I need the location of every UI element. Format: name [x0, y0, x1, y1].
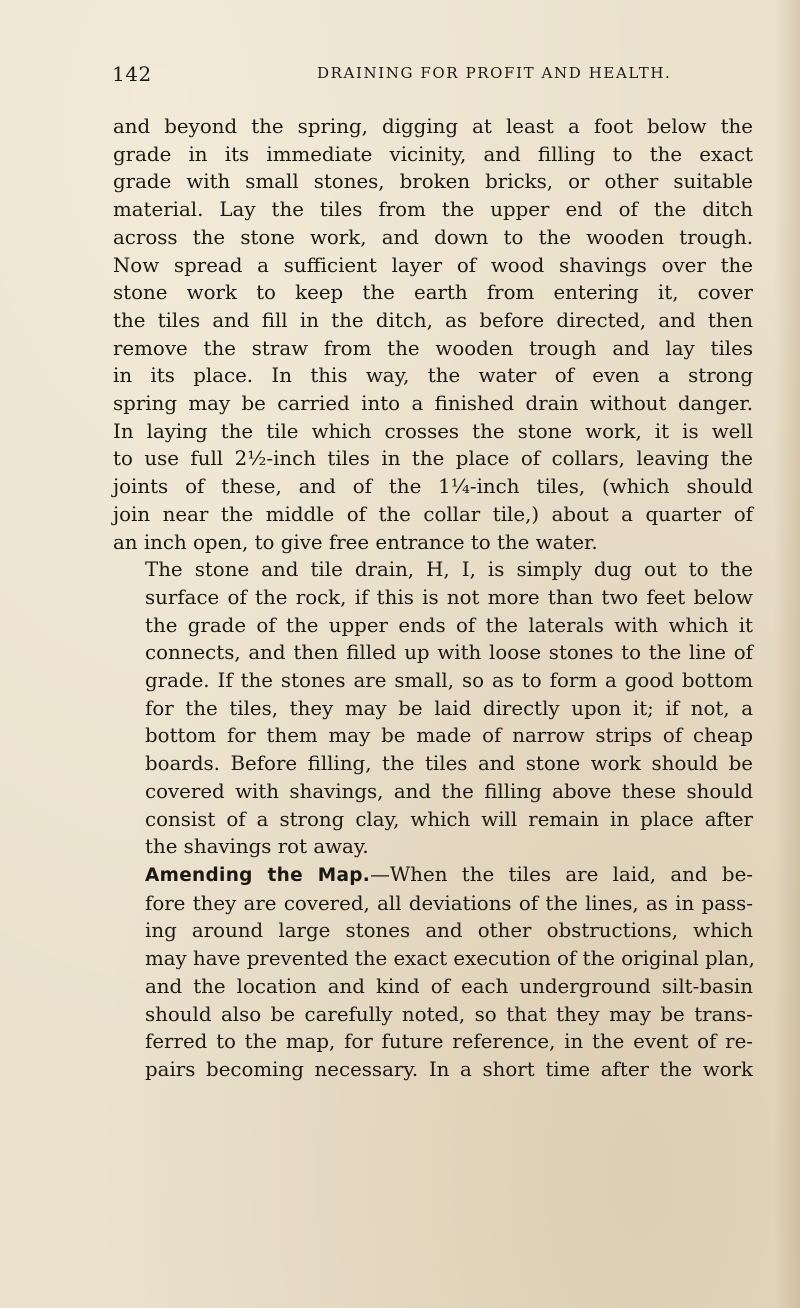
text-line: and the location and kind of each underground silt-basin — [145, 974, 753, 998]
text-line: boards. Before filling, the tiles and stone work should be — [145, 752, 753, 776]
paragraph-1 — [113, 113, 753, 556]
text-line: The stone and tile drain, H, I, is simply dug out to the — [145, 558, 753, 582]
text-line: for the tiles, they may be laid directly upon it; if not, a — [145, 696, 753, 720]
running-head: DRAINING FOR PROFIT AND HEALTH. — [317, 64, 672, 82]
text-line: material. Lay the tiles from the upper end of the ditch — [113, 198, 753, 222]
text-line: stone work to keep the earth from entering it, cover — [113, 281, 753, 305]
text-line: across the stone work, and down to the wooden trough. — [113, 225, 753, 249]
text-line: spring may be carried into a finished drain without danger. — [113, 392, 753, 416]
text-line: the grade of the upper ends of the laterals with which it — [145, 613, 753, 637]
page-number: 142 — [112, 62, 152, 86]
text-line: surface of the rock, if this is not more than two feet below — [145, 585, 753, 609]
page-header — [112, 62, 752, 86]
text-line: the shavings rot away. — [145, 835, 369, 859]
section-heading: Amending the Map. — [145, 864, 371, 886]
text-line: the tiles and fill in the ditch, as before directed, and then — [113, 308, 753, 332]
text-line: grade. If the stones are small, so as to form a good bottom — [145, 669, 753, 693]
text-line: an inch open, to give free entrance to the water. — [113, 530, 598, 554]
text-line: joints of these, and of the 1¼-inch tiles, (which should — [113, 475, 753, 499]
heading-run-in-text: —When the tiles are laid, and be- — [370, 862, 753, 886]
page-edge-shadow — [774, 0, 800, 1308]
text-line: grade with small stones, broken bricks, or other suitable — [113, 170, 753, 194]
paragraph-3 — [113, 861, 753, 1084]
text-line: should also be carefully noted, so that they may be trans- — [145, 1002, 753, 1026]
text-line: remove the straw from the wooden trough and lay tiles — [113, 336, 753, 360]
text-line: fore they are covered, all deviations of the lines, as in pass- — [145, 891, 753, 915]
text-line — [113, 861, 753, 890]
paragraph-2 — [113, 556, 753, 861]
text-line: consist of a strong clay, which will remain in place after — [145, 807, 753, 831]
text-line: to use full 2½-inch tiles in the place of collars, leaving the — [113, 447, 753, 471]
text-line: and beyond the spring, digging at least a foot below the — [113, 115, 753, 138]
text-line: bottom for them may be made of narrow strips of cheap — [145, 724, 753, 748]
text-line: covered with shavings, and the filling above these should — [145, 779, 753, 803]
body-text — [113, 113, 753, 1084]
text-line: may have prevented the exact execution of the original plan, — [145, 947, 755, 971]
text-line: ferred to the map, for future reference, in the event of re- — [145, 1030, 753, 1054]
text-line: in its place. In this way, the water of even a strong — [113, 364, 753, 388]
text-line: pairs becoming necessary. In a short time after the work — [145, 1057, 753, 1081]
text-line: Now spread a sufficient layer of wood shavings over the — [113, 253, 753, 277]
text-line: grade in its immediate vicinity, and filling to the exact — [113, 142, 753, 166]
text-line: connects, and then filled up with loose stones to the line of — [145, 641, 753, 665]
text-line: join near the middle of the collar tile,) about a quarter of — [113, 502, 753, 526]
text-line: ing around large stones and other obstructions, which — [145, 919, 753, 943]
text-line: In laying the tile which crosses the stone work, it is well — [113, 419, 753, 443]
